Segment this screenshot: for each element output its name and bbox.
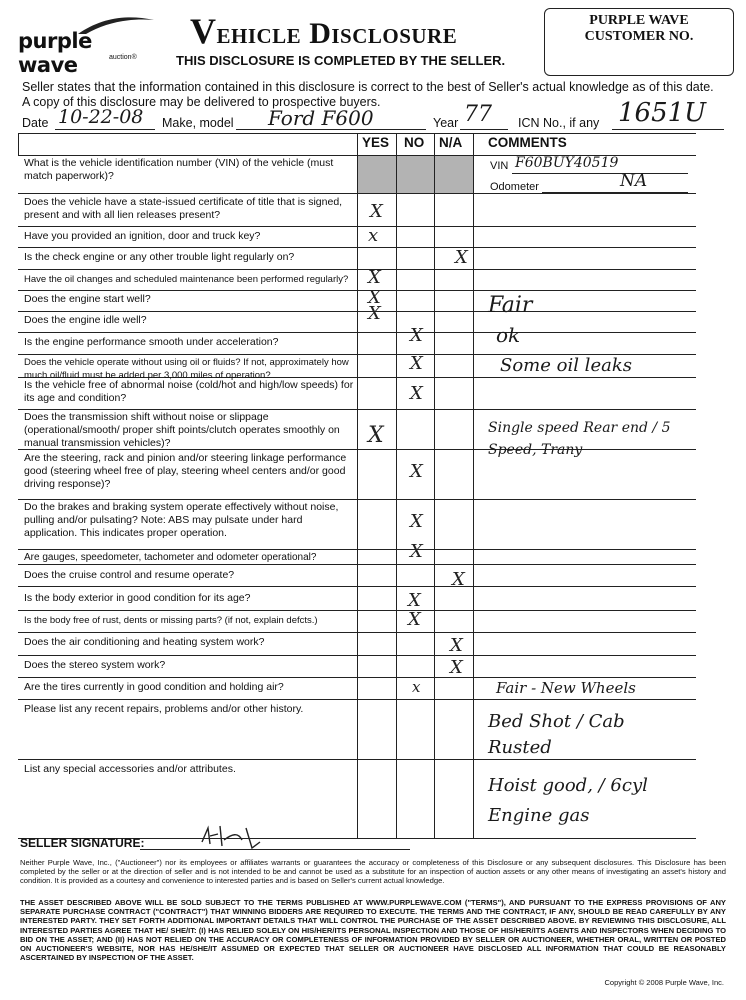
logo-text: purple wave	[18, 29, 92, 77]
comment-idle[interactable]: Fair	[488, 293, 533, 318]
answer-mark-start-yes[interactable]: X	[368, 287, 381, 308]
comment-tires[interactable]: Fair - New Wheels	[496, 679, 636, 697]
answer-mark-steering-no[interactable]: X	[410, 461, 423, 482]
year-label: Year	[433, 116, 459, 130]
answer-mark-performance-no[interactable]: X	[410, 325, 423, 346]
question-accessories: List any special accessories and/or attributes.	[24, 763, 236, 775]
vin-label: VIN	[490, 160, 509, 172]
question-gauges: Are gauges, speedometer, tachometer and odometer operational?	[24, 552, 317, 563]
answer-mark-noise-no[interactable]: X	[410, 383, 423, 404]
answer-mark-check-engine-na[interactable]: X	[455, 247, 468, 268]
question-air-conditioning: Does the air conditioning and heating system work?	[24, 636, 265, 648]
question-transmission: Does the transmission shift without noise or slippage (operational/smooth/ proper shift points/clutch operates smoothly on manual transmission vehicles)?	[24, 411, 340, 449]
answer-mark-keys-yes[interactable]: x	[368, 225, 379, 246]
answer-mark-body-rust-no[interactable]: X	[408, 609, 421, 630]
comment-repairs[interactable]: Bed Shot / Cab Rusted	[488, 711, 625, 758]
customer-number-box	[544, 8, 734, 76]
date-label: Date	[22, 116, 49, 130]
odometer-value[interactable]: NA	[620, 171, 648, 191]
disclaimer-courtesy: Neither Purple Wave, Inc., ("Auctioneer") nor its employees or affiliates warrants or guarantees the accuracy or completeness of this Disclosure or any subsequent disclosures. This Disclosure has been completed by the seller or at the direction of seller and is not intended to be and cannot be used as a substitute for an inspection of auction assets or any other means of investigating an asset's history and condition. It is provided as a courtesy and convenience to interested parties and is based on Seller's current actual knowledge.	[20, 858, 726, 886]
date-value[interactable]: 10-22-08	[58, 106, 144, 128]
question-oil-changes: Have the oil changes and scheduled maintenance been performed regularly?	[24, 274, 349, 285]
icn-label: ICN No., if any	[518, 116, 600, 130]
question-stereo: Does the stereo system work?	[24, 659, 166, 671]
question-tires: Are the tires currently in good condition and holding air?	[24, 681, 284, 693]
disclaimer-terms: THE ASSET DESCRIBED ABOVE WILL BE SOLD SUBJECT TO THE TERMS PUBLISHED AT WWW.PURPLEWAVE.COM ("TERMS"), AND PURSUANT TO THE EXPRESS PROVISIONS OF ANY SEPARATE PURCHASE CONTRACT ("CONTRACT") THAT WINNING BIDDERS ARE REQUIRED TO EXECUTE. THE TERMS AND THE CONTRACT, IF ANY, SHOULD BE READ CAREFULLY BY ANY INTERESTED PARTY. THEY SET FORTH ADDITIONAL IMPORTANT DETAILS THAT WILL CONTROL THE PURCHASE OF THE ASSET DESCRIBED ABOVE. BY REVIEWING THIS DISCLOSURE, ALL INTERESTED PARTIES AGREE THAT HE/ SHE/IT: (I) HAS RELIED SOLELY ON HIS/HER/ITS PERSONAL INSPECTION AND THOSE OF HIS/HER/ITS AGENTS AND INSPECTORS WHEN DECIDING TO BID ON THE ASSET; AND (II) HAS NOT RELIED ON THE ACCURACY OR COMPLETENESS OF INFORMATION PROVIDED BY SELLER OR AUCTIONEER, WHETHER ORAL, WRITTEN OR POSTED ON AUCTIONEER'S WEBSITE, NOR HAS HE/SHE/IT ASSUMED OR EXPECTED THAT SELLER OR AUCTIONEER HAVE DISCLOSED ALL INFORMATION THAT COULD BE REASONABLY ASCERTAINED BY INSPECTION OF THE ASSET.	[20, 898, 726, 963]
question-noise: Is the vehicle free of abnormal noise (cold/hot and high/low speeds) for its age and condition?	[24, 379, 354, 404]
header-yes: YES	[362, 135, 390, 150]
customer-box-line-2: CUSTOMER NO.	[584, 29, 694, 44]
icn-value[interactable]: 1651U	[618, 98, 707, 128]
answer-mark-gauges-no[interactable]: X	[410, 541, 423, 562]
answer-mark-body-exterior-no[interactable]: X	[408, 590, 421, 611]
question-repairs: Please list any recent repairs, problems and/or other history.	[24, 703, 304, 715]
make-model-label: Make, model	[162, 116, 234, 130]
question-body-rust: Is the body free of rust, dents or missing parts? (if not, explain defcts.)	[24, 615, 318, 626]
answer-mark-stereo-na[interactable]: X	[450, 657, 463, 678]
answer-mark-brakes-no[interactable]: X	[410, 511, 423, 532]
answer-mark-cruise-na[interactable]: X	[452, 569, 465, 590]
comment-oil-fluids[interactable]: Some oil leaks	[500, 355, 632, 376]
question-body-exterior: Is the body exterior in good condition for its age?	[24, 592, 251, 604]
question-cruise: Does the cruise control and resume operate?	[24, 569, 235, 581]
vin-value[interactable]: F60BUY40519	[515, 155, 619, 171]
date-underline	[55, 129, 155, 130]
header-na: N/A	[439, 135, 463, 150]
answer-mark-transmission-yes[interactable]: X	[368, 423, 384, 448]
vin-row-shaded-cells	[357, 155, 473, 193]
answer-mark-oil-fluids-no[interactable]: X	[410, 353, 423, 374]
answer-mark-oil-changes-yes[interactable]: X	[368, 267, 381, 288]
header-no: NO	[404, 135, 425, 150]
question-vin: What is the vehicle identification number (VIN) of the vehicle (must match paperwork)?	[24, 157, 334, 182]
header-comments: COMMENTS	[488, 135, 567, 150]
answer-mark-ac-na[interactable]: X	[450, 635, 463, 656]
question-brakes: Do the brakes and braking system operate effectively without noise, pulling and/or pulsating? Note: ABS may pulsate under hard application. This indicates proper operation.	[24, 501, 339, 539]
answer-mark-tires-no[interactable]: x	[412, 678, 421, 696]
question-engine-start: Does the engine start well?	[24, 293, 151, 305]
intro-line-2: A copy of this disclosure may be delivered to prospective buyers.	[22, 95, 381, 109]
odometer-label: Odometer	[490, 181, 539, 193]
year-underline	[460, 129, 508, 130]
intro-line-1: Seller states that the information contained in this disclosure is correct to the best of Seller's actual knowledge as of this date.	[22, 80, 714, 94]
page-title: Vehicle Disclosure	[190, 11, 458, 51]
disclosure-table	[18, 133, 696, 838]
customer-box-line-1: PURPLE WAVE	[589, 13, 689, 28]
copyright-text: Copyright © 2008 Purple Wave, Inc.	[604, 978, 724, 987]
title-text: ehicle Disclosure	[216, 17, 458, 50]
question-check-engine: Is the check engine or any other trouble light regularly on?	[24, 251, 295, 263]
seller-signature-label: SELLER SIGNATURE:	[20, 836, 145, 850]
question-oil-fluids: Does the vehicle operate without using oil or fluids? If not, approximately how much oil/fluid must be added per 3,000 miles of operation?	[24, 357, 349, 381]
seller-signature[interactable]	[198, 822, 278, 850]
year-value[interactable]: 77	[464, 102, 492, 127]
question-engine-performance: Is the engine performance smooth under acceleration?	[24, 336, 279, 348]
answer-mark-title-yes[interactable]: X	[370, 201, 383, 222]
page-subtitle: THIS DISCLOSURE IS COMPLETED BY THE SELLER.	[176, 53, 506, 68]
answer-mark-idle-yes[interactable]: X	[368, 303, 381, 324]
icn-underline	[612, 129, 724, 130]
purple-wave-logo	[14, 14, 154, 77]
comment-performance[interactable]: ok	[496, 323, 521, 347]
logo-subtext: auction®	[109, 54, 137, 61]
make-model-value[interactable]: Ford F600	[268, 106, 374, 130]
comment-transmission[interactable]: Single speed Rear end / 5 Speed, Trany	[488, 420, 671, 458]
comment-accessories[interactable]: Hoist good, / 6cyl Engine gas	[488, 775, 648, 826]
question-keys: Have you provided an ignition, door and truck key?	[24, 230, 261, 242]
question-engine-idle: Does the engine idle well?	[24, 314, 147, 326]
question-title: Does the vehicle have a state-issued certificate of title that is signed, present and with all lien releases present?	[24, 196, 343, 221]
question-steering: Are the steering, rack and pinion and/or steering linkage performance good (steering wheel free of play, steering wheel centers and/or good driving response)?	[24, 452, 347, 490]
